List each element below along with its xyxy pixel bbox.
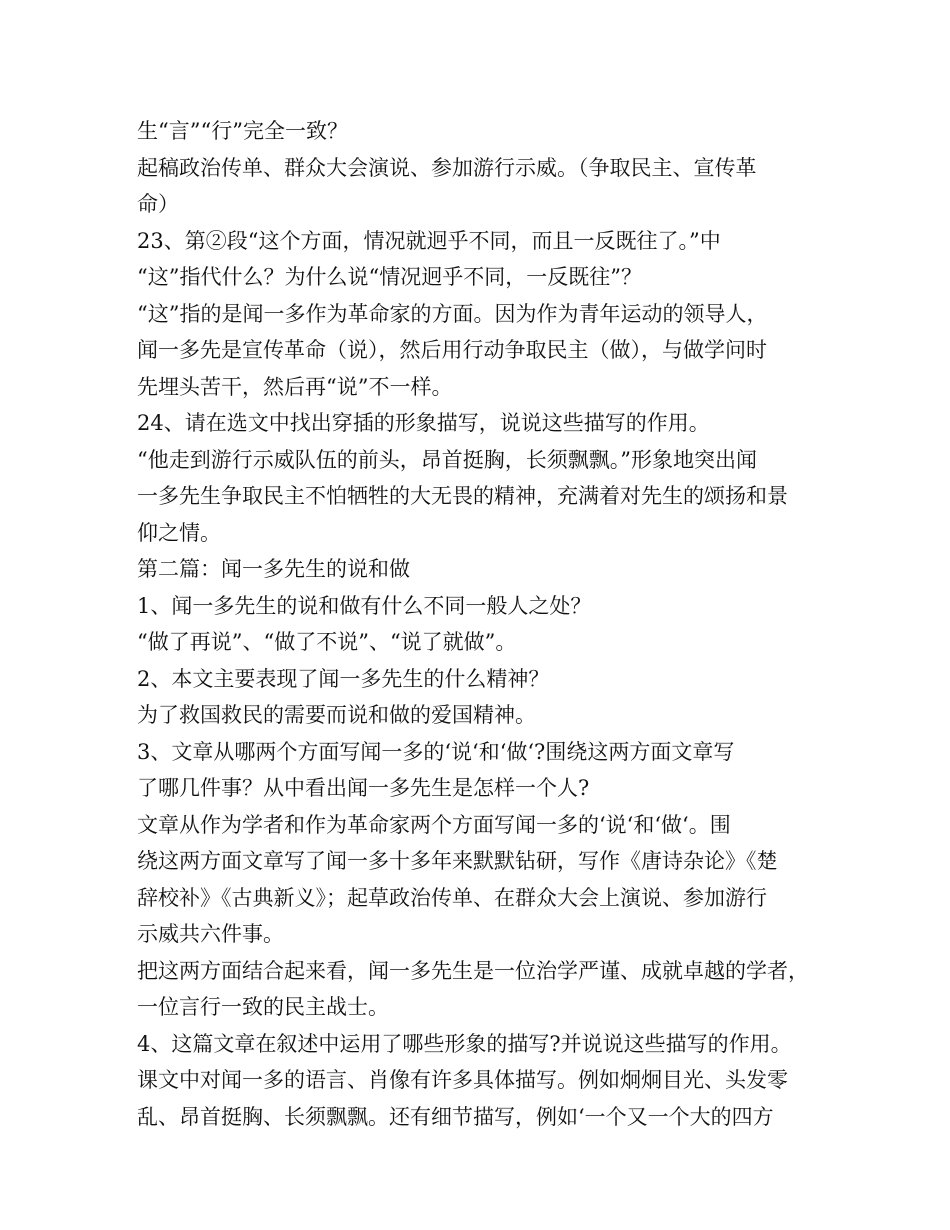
answer-line: 乱、昂首挺胸、长须飘飘。还有细节描写，例如‘一个又一个大的四方 [137, 1104, 774, 1129]
answer-line: 为了救国救民的需要而说和做的爱国精神。 [137, 703, 536, 727]
question-line: 24、请在选文中找出穿插的形象描写，说说这些描写的作用。 [137, 411, 710, 435]
question-line: 23、第②段“这个方面，情况就迥乎不同，而且一反既往了。”中 [137, 228, 721, 253]
section-heading: 第二篇：闻一多先生的说和做 [137, 557, 410, 581]
answer-line: “这”指的是闻一多作为革命家的方面。因为作为青年运动的领导人， [137, 301, 768, 326]
answer-line: 示威共六件事。 [137, 922, 284, 946]
question-line: 1、闻一多先生的说和做有什么不同一般人之处？ [137, 593, 592, 618]
document-body [137, 113, 827, 1135]
question-line: 2、本文主要表现了闻一多先生的什么精神？ [137, 666, 550, 691]
answer-line: 把这两方面结合起来看，闻一多先生是一位治学严谨、成就卓越的学者， [137, 958, 809, 983]
answer-line: 辞校补》《古典新义》；起草政治传单、在群众大会上演说、参加游行 [137, 885, 767, 910]
answer-line: “做了再说”、“做了不说”、“说了就做”。 [137, 630, 517, 654]
answer-line: 一多先生争取民主不怕牺牲的大无畏的精神，充满着对先生的颂扬和景 [137, 484, 788, 508]
text-line: 命） [137, 192, 179, 216]
answer-line: 一位言行一致的民主战士。 [137, 995, 389, 1019]
answer-line: 闻一多先是宣传革命（说），然后用行动争取民主（做），与做学问时 [137, 338, 767, 362]
text-line: 起稿政治传单、群众大会演说、参加游行示威。（争取民主、宣传革 [137, 155, 757, 180]
answer-line: 仰之情。 [137, 520, 221, 545]
answer-line: 文章从作为学者和作为革命家两个方面写闻一多的‘说‘和‘做‘。围 [137, 812, 731, 837]
answer-line: “他走到游行示威队伍的前头，昂首挺胸，长须飘飘。”形象地突出闻 [137, 447, 757, 472]
question-line: 4、这篇文章在叙述中运用了哪些形象的描写?并说说这些描写的作用。 [137, 1031, 792, 1056]
question-line: 3、文章从哪两个方面写闻一多的‘说‘和‘做‘?围绕这两方面文章写 [137, 739, 735, 764]
answer-line: 绕这两方面文章写了闻一多十多年来默默钻研，写作《唐诗杂论》《楚 [137, 849, 778, 873]
question-line: “这”指代什么？为什么说“情况迥乎不同，一反既往”？ [137, 265, 642, 289]
answer-line: 课文中对闻一多的语言、肖像有许多具体描写。例如炯炯目光、头发零 [137, 1068, 788, 1092]
answer-line: 先埋头苦干，然后再“说”不一样。 [137, 374, 453, 399]
text-line: 生“言”“行”完全一致？ [137, 119, 348, 143]
question-line: 了哪几件事？从中看出闻一多先生是怎样一个人? [137, 776, 590, 800]
